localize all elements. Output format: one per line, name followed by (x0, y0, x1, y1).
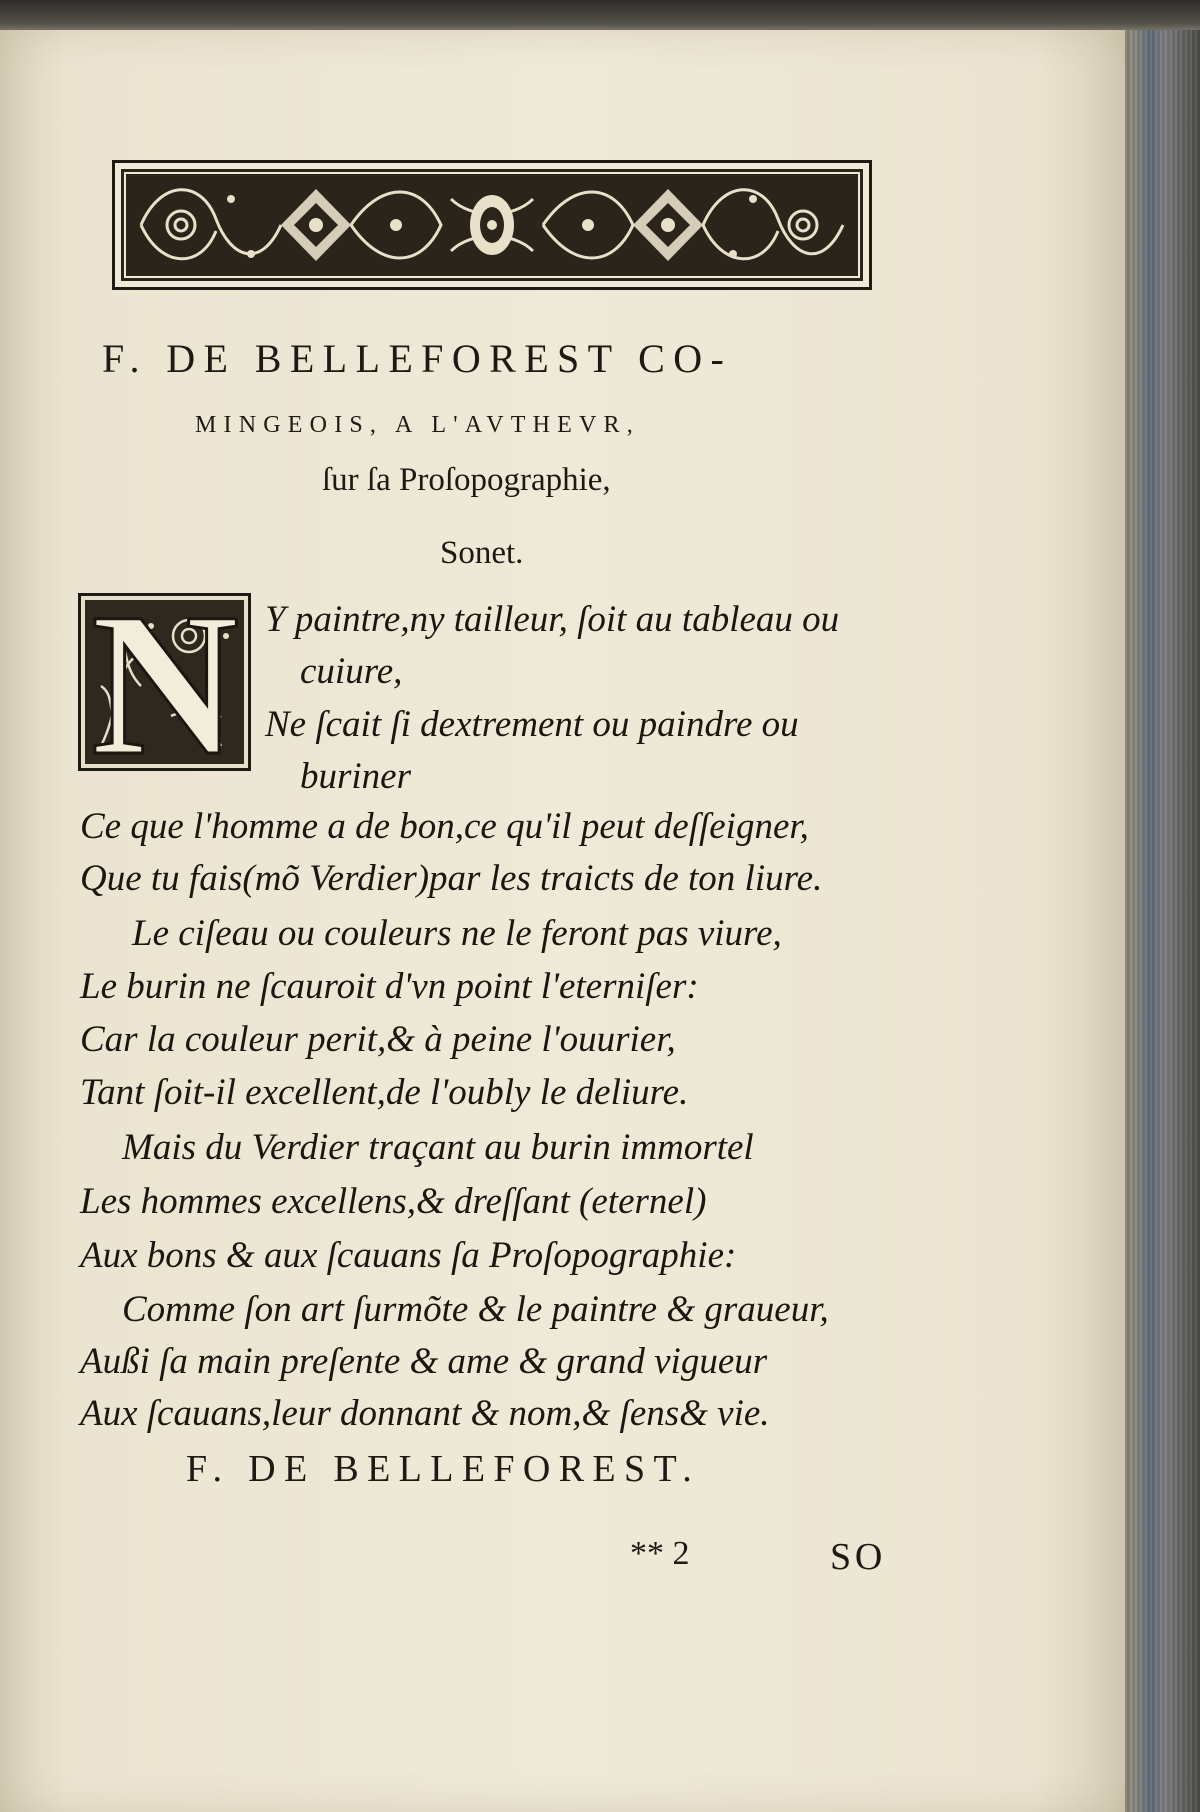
heading-line-2: MINGEOIS, A L'AVTHEVR, (195, 412, 640, 438)
sonnet-line: Ne ſcait ſi dextrement ou paindre ou (265, 704, 799, 745)
heading-line-3: ſur ſa Proſopographie, (322, 462, 611, 498)
heading-line-1: F. DE BELLEFOREST CO- (102, 336, 733, 381)
sonnet-line: Le burin ne ſcauroit d'vn point l'eterniſer: (80, 966, 699, 1007)
sonnet-line: buriner (300, 756, 411, 797)
catchword: SO (830, 1536, 887, 1578)
sonnet-line: Que tu fais(mõ Verdier)par les traicts de ton liure. (80, 858, 823, 899)
sonnet-line: Aux bons & aux ſcauans ſa Proſopographie: (80, 1235, 737, 1276)
sonnet-line: Tant ſoit-il excellent,de l'oubly le deliure. (80, 1072, 689, 1113)
heading-line-4: Sonet. (440, 535, 524, 571)
sonnet-line: Les hommes excellens,& dreſſant (eternel) (80, 1181, 707, 1222)
headpiece-ornament-icon (121, 169, 863, 281)
sonnet-line: Aux ſcauans,leur donnant & nom,& ſens& vie. (80, 1393, 770, 1434)
initial-letter: N (91, 571, 240, 798)
sonnet-line: Y paintre,ny tailleur, ſoit au tableau ou (265, 599, 840, 640)
sonnet-line: Comme ſon art ſurmõte & le paintre & graueur, (122, 1289, 829, 1330)
top-shadow (0, 0, 1200, 34)
signature-mark: ** 2 (630, 1535, 690, 1572)
sonnet-line: Mais du Verdier traçant au burin immortel (122, 1127, 754, 1168)
ornamental-headpiece (112, 160, 872, 290)
sonnet-line: Le ciſeau ou couleurs ne le feront pas viure, (132, 913, 782, 954)
sonnet-line: cuiure, (300, 651, 403, 692)
sonnet-line: Außi ſa main preſente & ame & grand vigueur (80, 1341, 768, 1382)
book-page (0, 30, 1125, 1812)
decorated-initial (78, 571, 251, 798)
signature: F. DE BELLEFOREST. (186, 1448, 701, 1490)
sonnet-line: Ce que l'homme a de bon,ce qu'il peut deſſeigner, (80, 806, 809, 847)
sonnet-line: Car la couleur perit,& à peine l'ouurier, (80, 1019, 676, 1060)
